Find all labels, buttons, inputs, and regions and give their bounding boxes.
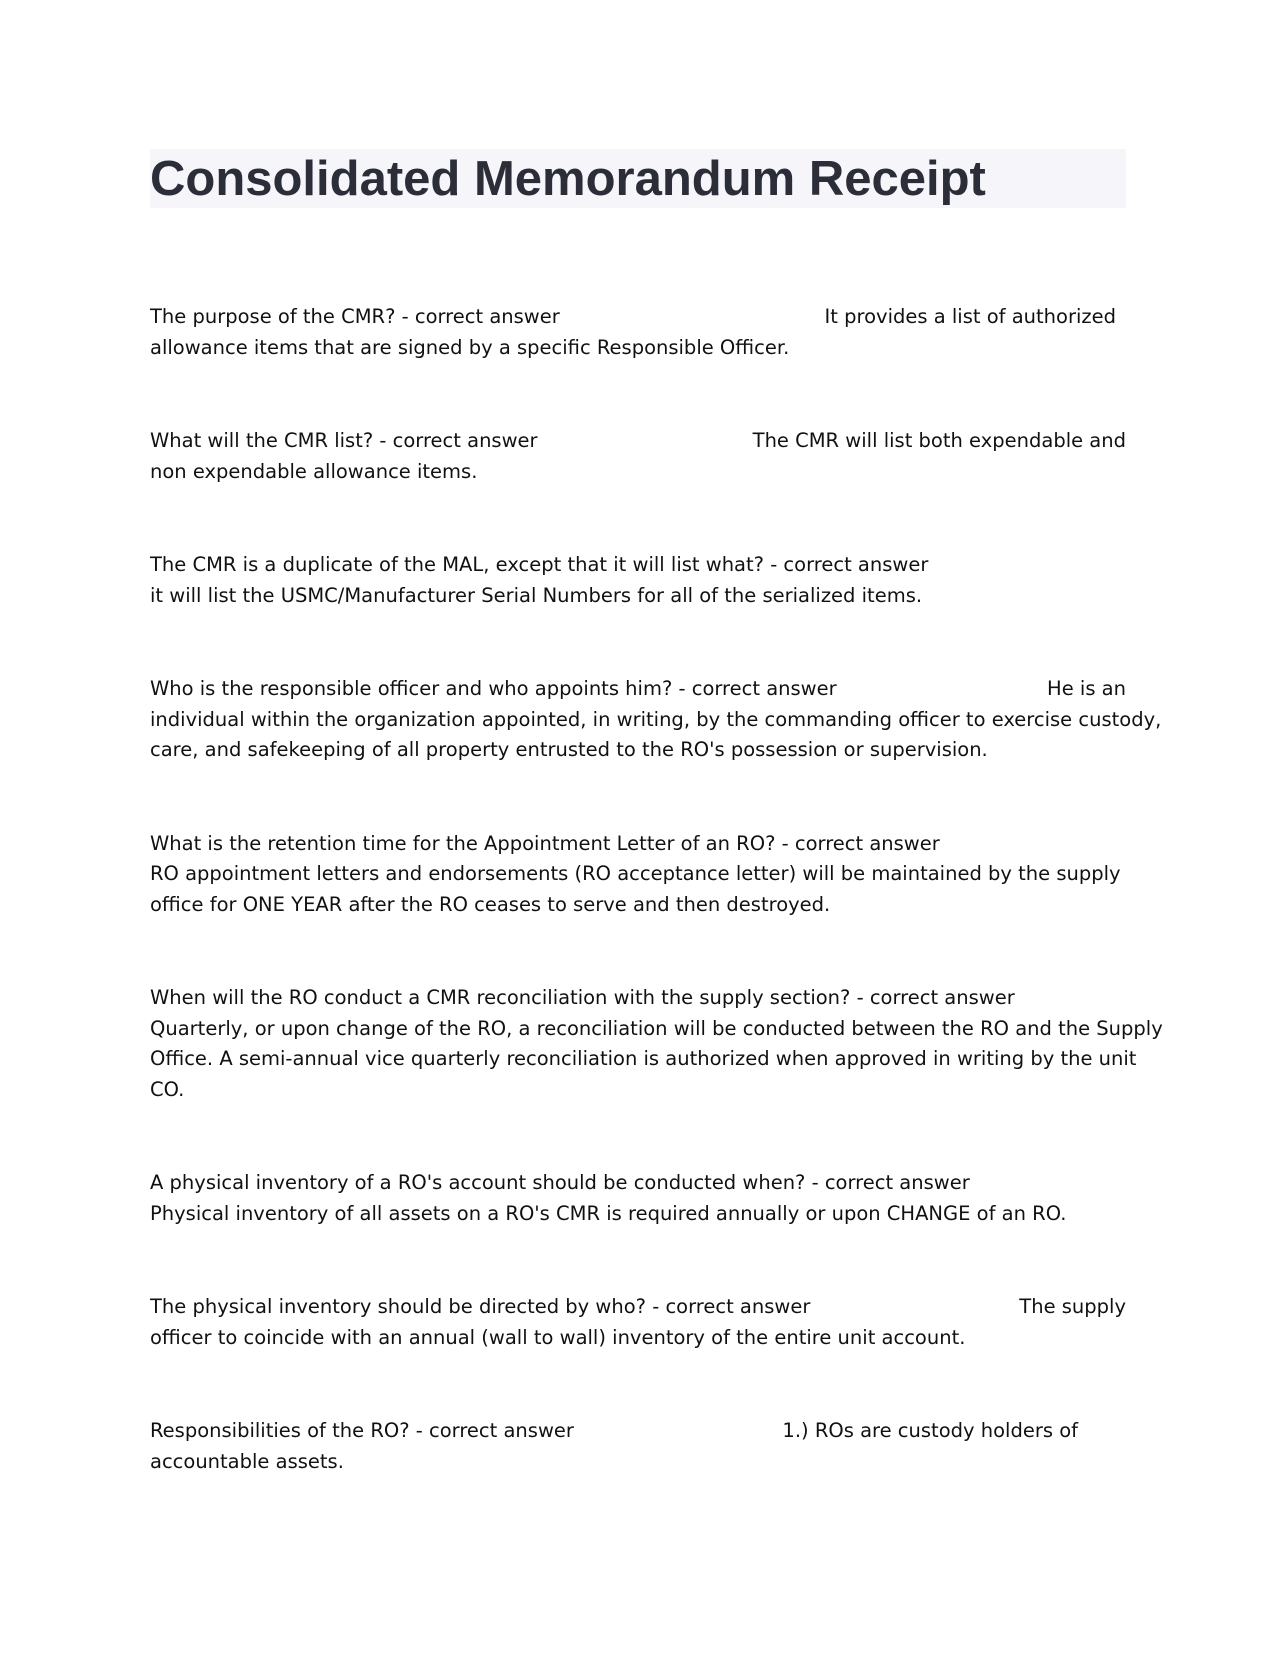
qa-question: What is the retention time for the Appointment Letter of an RO? - correct answer [150, 831, 940, 855]
document-title: Consolidated Memorandum Receipt [150, 152, 986, 206]
qa-answer-start: He is an [1047, 677, 1126, 700]
qa-answer-start: 1.) ROs are custody holders of [782, 1419, 1078, 1442]
qa-item [150, 550, 1126, 611]
qa-answer-start: The CMR will list both expendable and [752, 429, 1126, 452]
qa-first-line [150, 1416, 1126, 1447]
qa-answer-line: allowance items that are signed by a specific Responsible Officer. [150, 335, 790, 359]
qa-answer-line: Physical inventory of all assets on a RO's CMR is required annually or upon CHANGE of an RO. [150, 1201, 1067, 1225]
qa-answer-line: office for ONE YEAR after the RO ceases to serve and then destroyed. [150, 892, 831, 916]
qa-question: Responsibilities of the RO? - correct answer [150, 1419, 574, 1442]
qa-answer-start: The supply [1019, 1295, 1126, 1318]
qa-first-line [150, 302, 1126, 333]
qa-item [150, 1168, 1126, 1229]
qa-item [150, 829, 1126, 921]
qa-item [150, 426, 1126, 487]
qa-item [150, 983, 1163, 1105]
qa-answer-line: officer to coincide with an annual (wall to wall) inventory of the entire unit account. [150, 1325, 966, 1349]
qa-answer-line: CO. [150, 1077, 185, 1101]
qa-answer-line: accountable assets. [150, 1449, 344, 1473]
qa-question: A physical inventory of a RO's account should be conducted when? - correct answer [150, 1171, 970, 1194]
qa-answer-line: RO appointment letters and endorsements (RO acceptance letter) will be maintained by the supply [150, 862, 1121, 885]
qa-item [150, 674, 1162, 766]
qa-first-line [150, 674, 1126, 705]
qa-list [150, 302, 1163, 1540]
qa-question: What will the CMR list? - correct answer [150, 429, 538, 452]
qa-question: The CMR is a duplicate of the MAL, except that it will list what? - correct answer [150, 553, 929, 576]
qa-answer-line: non expendable allowance items. [150, 459, 478, 483]
qa-question: When will the RO conduct a CMR reconciliation with the supply section? - correct answer [150, 986, 1015, 1009]
qa-question: The physical inventory should be directed by who? - correct answer [150, 1295, 811, 1318]
qa-item [150, 1292, 1126, 1353]
qa-first-line [150, 1292, 1126, 1323]
qa-question: The purpose of the CMR? - correct answer [150, 305, 560, 328]
qa-answer-line: care, and safekeeping of all property entrusted to the RO's possession or supervision. [150, 738, 988, 761]
qa-answer-start: It provides a list of authorized [824, 305, 1116, 328]
qa-answer-line: individual within the organization appointed, in writing, by the commanding officer to exercise custody, [150, 707, 1162, 731]
qa-item [150, 302, 1126, 363]
qa-answer-line: it will list the USMC/Manufacturer Serial Numbers for all of the serialized items. [150, 583, 923, 607]
qa-item [150, 1416, 1126, 1477]
qa-first-line [150, 426, 1126, 457]
qa-answer-line: Quarterly, or upon change of the RO, a reconciliation will be conducted between the RO and the Supply [150, 1016, 1163, 1040]
qa-answer-line: Office. A semi-annual vice quarterly reconciliation is authorized when approved in writing by the unit [150, 1047, 1137, 1070]
qa-question: Who is the responsible officer and who appoints him? - correct answer [150, 677, 837, 700]
